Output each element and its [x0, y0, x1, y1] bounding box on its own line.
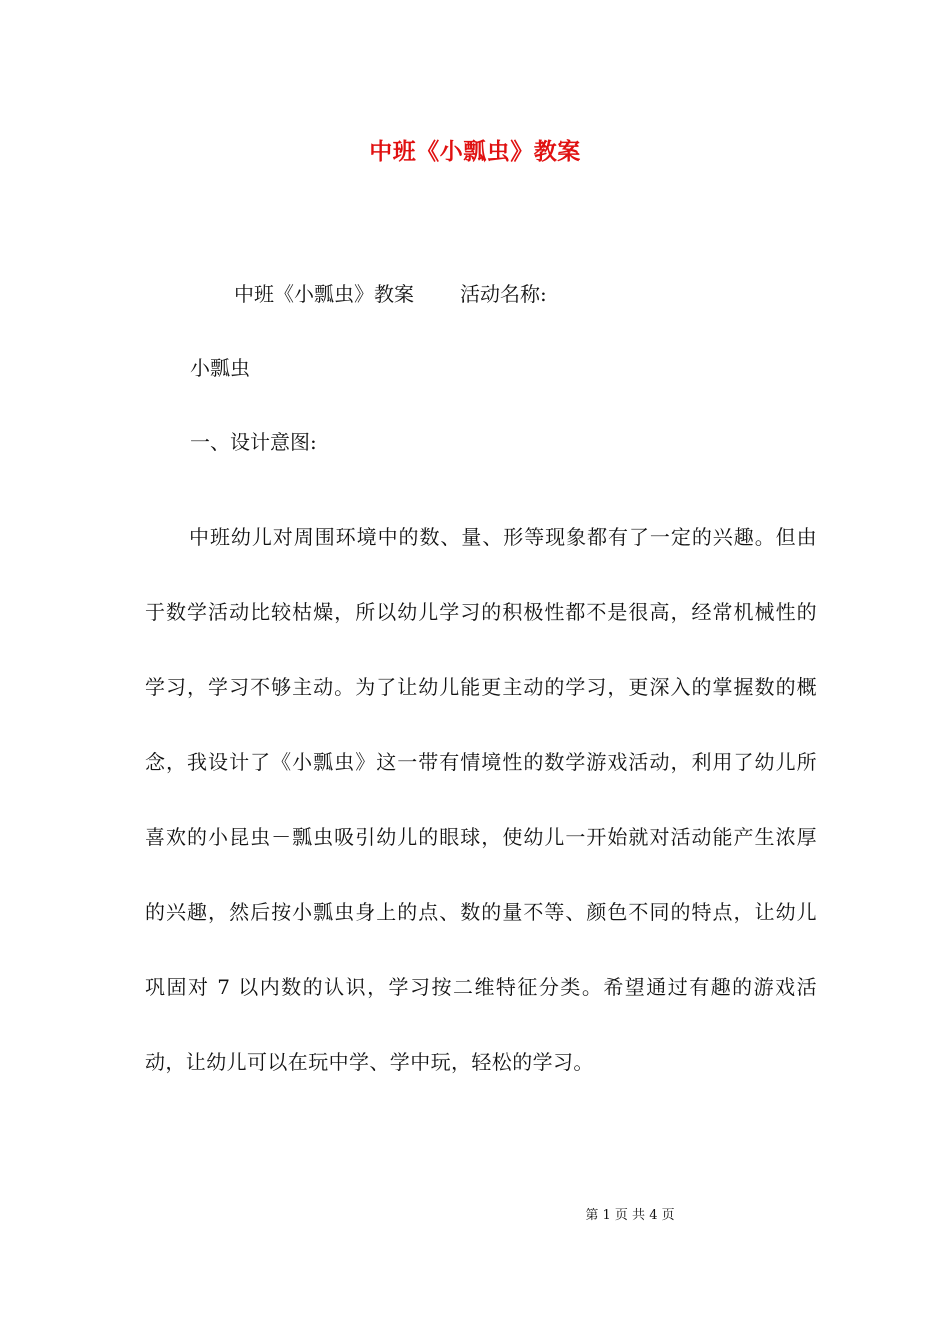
meta-line [234, 276, 547, 312]
meta-label: 活动名称: [460, 282, 547, 306]
page-number-footer: 第 1 页 共 4 页 [585, 1208, 675, 1223]
section-heading: 一、设计意图: [190, 430, 317, 454]
meta-title: 中班《小瓢虫》教案 [234, 282, 414, 306]
document-title: 中班《小瓢虫》教案 [369, 138, 581, 165]
design-intent-paragraph: 中班幼儿对周围环境中的数、量、形等现象都有了一定的兴趣。但由于数学活动比较枯燥，所以幼儿学习的积极性都不是很高，经常机械性的学习，学习不够主动。为了让幼儿能更主动的学习，更深入的掌握数的概念，我设计了《小瓢虫》这一带有情境性的数学游戏活动，利用了幼儿所喜欢的小昆虫－瓢虫吸引幼儿的眼球，使幼儿一开始就对活动能产生浓厚的兴趣，然后按小瓢虫身上的点、数的量不等、颜色不同的特点，让幼儿巩固对 7 以内数的认识，学习按二维特征分类。希望通过有趣的游戏活动，让幼儿可以在玩中学、学中玩，轻松的学习。 [145, 525, 817, 1074]
activity-name: 小瓢虫 [190, 356, 250, 380]
